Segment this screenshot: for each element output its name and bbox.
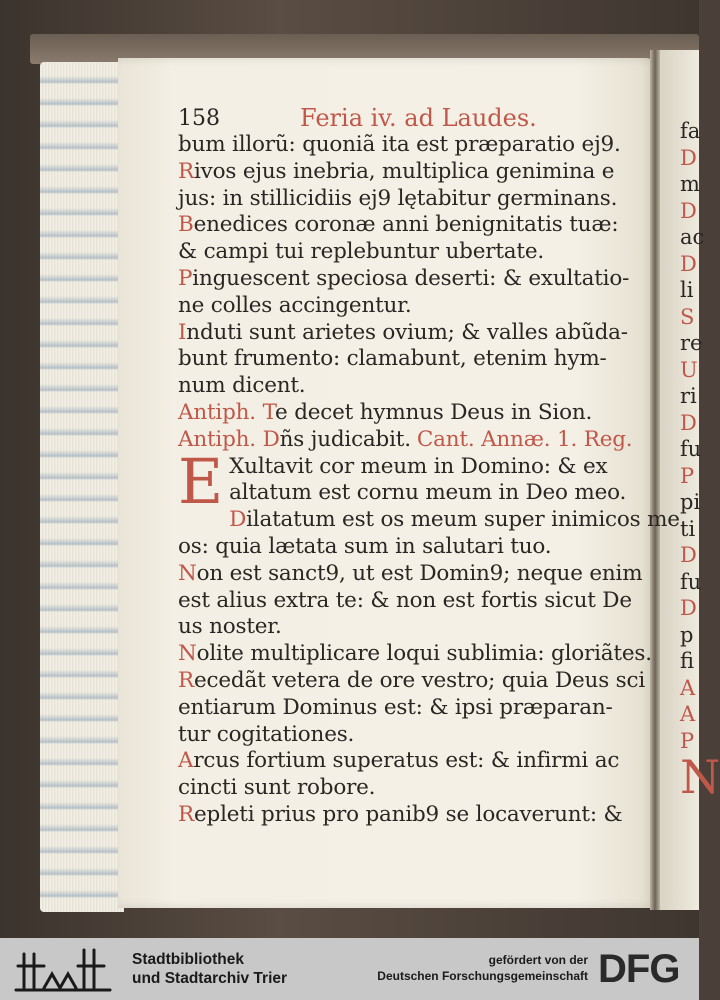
fragment-line: m: [680, 172, 700, 196]
funding-line-2: Deutschen Forschungsgemeinschaft: [377, 969, 588, 983]
rubric-heading: Cant. Annæ. 1. Reg.: [416, 426, 633, 452]
text-line: [178, 534, 648, 561]
line-text: altatum est cornu meum in Deo meo.: [229, 480, 627, 506]
line-text: enedices coronæ anni benignitatis tuæ:: [193, 212, 619, 238]
library-line-1: Stadtbibliothek: [132, 951, 244, 968]
next-page-text: [680, 118, 720, 804]
line-text: est alius extra te: & non est fortis sicut De: [178, 587, 632, 613]
text-line: [178, 266, 648, 293]
rubric-initial: P: [178, 265, 193, 291]
text-line: [178, 212, 648, 239]
line-text: ilatatum est os meum super inimicos me: [246, 507, 680, 533]
rubric-initial: N: [178, 641, 197, 667]
text-line: [178, 320, 648, 347]
fragment-line: ac: [680, 225, 705, 249]
fragment-line: p: [680, 622, 694, 647]
fragment-line: A: [680, 702, 696, 726]
line-text: ecedãt vetera de ore vestro; quia Deus sci: [194, 667, 646, 693]
line-text: ivos ejus inebria, multiplica genimina e: [194, 158, 615, 184]
funding-line-1: gefördert von der: [488, 953, 588, 967]
fragment-line: ti: [680, 516, 696, 541]
rubric-initial: Antiph. D: [178, 426, 280, 452]
text-line: [178, 186, 648, 213]
text-line: [178, 239, 648, 266]
line-text: epleti prius pro panib9 se locaverunt: &: [194, 801, 623, 827]
rubric-initial: R: [178, 801, 194, 827]
page-text: [178, 104, 680, 829]
fragment-line: P: [680, 463, 695, 488]
line-text: jus: in stillicidiis ej9 lętabitur germinans.: [178, 185, 618, 211]
text-line: [178, 427, 648, 454]
text-line: [178, 132, 648, 159]
line-text: us noster.: [178, 614, 282, 640]
rubric-initial: B: [178, 212, 194, 238]
fragment-line: P: [680, 728, 695, 753]
rubric-initial: A: [178, 748, 194, 774]
text-line: [178, 722, 648, 749]
footer-bar: [0, 938, 699, 1000]
text-line: [178, 802, 648, 829]
line-text: rcus fortium superatus est: & infirmi ac: [193, 748, 620, 774]
text-line: [178, 346, 648, 373]
page-edges: [40, 62, 124, 912]
rubric-initial: D: [229, 507, 247, 533]
fragment-line: fi: [680, 649, 695, 673]
text-line: [178, 641, 652, 668]
library-logo-icon: [14, 944, 114, 996]
fragment-line: re: [680, 331, 703, 355]
fragment-line: D: [680, 198, 697, 223]
text-line: [178, 748, 648, 775]
fragment-line: D: [680, 410, 697, 435]
text-line: [178, 561, 648, 588]
line-text: num dicent.: [178, 373, 306, 399]
line-text: ne colles accingentur.: [178, 292, 412, 318]
fragment-line: D: [680, 251, 697, 276]
line-text: bum illorũ: quoniã ita est præparatio ej9.: [178, 132, 621, 157]
text-line: [178, 775, 648, 802]
rubric-initial: N: [178, 560, 197, 586]
fragment-line: N: [680, 750, 720, 804]
line-text: ñs judicabit.: [279, 426, 411, 452]
text-line: [178, 159, 648, 186]
funding-note: [340, 952, 588, 984]
text-line: [178, 668, 648, 695]
rubric-initial: I: [178, 319, 187, 345]
fragment-line: fu: [680, 437, 702, 461]
line-text: Xultavit cor meum in Domino: & ex: [229, 453, 608, 479]
text-lines: [178, 132, 680, 829]
page-header: [178, 104, 648, 132]
line-text: olite multiplicare loqui sublimia: gloriãtes.: [196, 641, 652, 667]
fragment-line: pi: [680, 490, 701, 514]
text-line: [178, 373, 648, 400]
line-text: tur cogitationes.: [178, 721, 355, 747]
text-line: [178, 507, 680, 534]
text-line: [178, 480, 648, 507]
dfg-logo: DFG: [598, 947, 680, 991]
fragment-line: D: [680, 596, 697, 620]
running-head: Feria iv. ad Laudes.: [300, 104, 537, 132]
rubric-initial: R: [178, 158, 194, 184]
book-gutter: [650, 50, 660, 910]
fragment-line: D: [680, 543, 697, 567]
fragment-line: A: [680, 675, 696, 700]
line-text: nduti sunt arietes ovium; & valles abũda-: [186, 319, 628, 345]
line-text: entiarum Dominus est: & ipsi præparan-: [178, 694, 613, 720]
fragment-line: fa: [680, 119, 701, 143]
fragment-line: D: [680, 145, 697, 170]
line-text: inguescent speciosa deserti: & exultatio-: [192, 265, 630, 291]
library-line-2: und Stadtarchiv Trier: [132, 970, 288, 987]
line-text: & campi tui replebuntur ubertate.: [178, 239, 544, 265]
page-number: 158: [178, 106, 220, 131]
line-text: cincti sunt robore.: [178, 775, 376, 801]
rubric-initial: R: [178, 667, 194, 693]
text-line: [178, 400, 648, 427]
line-text: on est sanct9, ut est Domin9; neque enim: [196, 560, 643, 586]
fragment-line: U: [680, 357, 698, 382]
text-line: [178, 588, 648, 615]
drop-capital: E: [178, 444, 224, 518]
text-line: [178, 614, 648, 641]
line-text: e decet hymnus Deus in Sion.: [275, 399, 593, 425]
fragment-line: fu: [680, 569, 702, 594]
fragment-line: ri: [680, 384, 697, 408]
text-line: [178, 293, 648, 320]
text-line: [178, 695, 648, 722]
fragment-line: S: [680, 304, 695, 329]
line-text: bunt frumento: clamabunt, etenim hym-: [178, 346, 607, 372]
library-name: [132, 950, 287, 988]
rubric-initial: Antiph. T: [178, 399, 276, 425]
fragment-line: li: [680, 278, 694, 302]
line-text: os: quia lætata sum in salutari tuo.: [178, 533, 552, 559]
